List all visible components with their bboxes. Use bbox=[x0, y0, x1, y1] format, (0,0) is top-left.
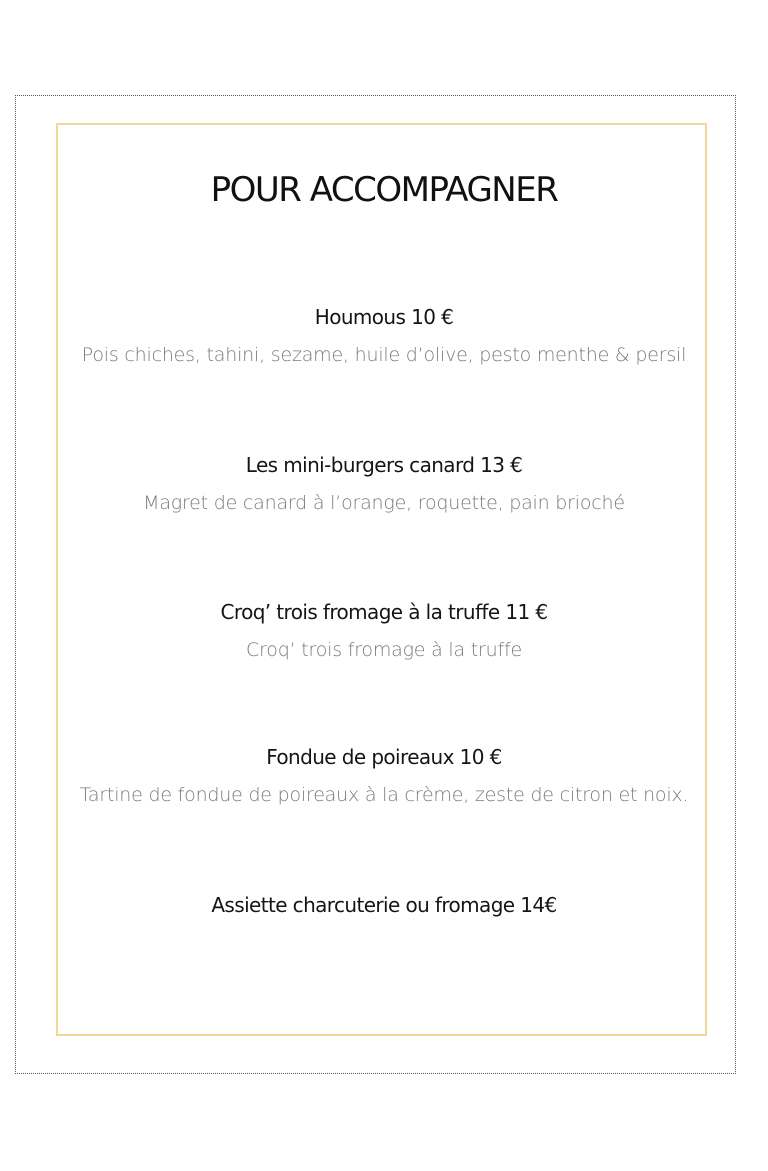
item-name: Les mini-burgers canard 13 € bbox=[245, 453, 523, 477]
item-name: Croq’ trois fromage à la truffe 11 € bbox=[220, 600, 548, 624]
menu-item-croq-truffe bbox=[0, 600, 768, 662]
item-description: Croq’ trois fromage à la truffe bbox=[246, 639, 522, 661]
item-description: Tartine de fondue de poireaux à la crème, zeste de citron et noix. bbox=[79, 784, 689, 806]
menu-item-mini-burgers bbox=[0, 453, 768, 515]
menu-title: POUR ACCOMPAGNER bbox=[210, 170, 558, 210]
item-name: Assiette charcuterie ou fromage 14€ bbox=[211, 893, 557, 917]
menu-item-houmous bbox=[0, 305, 768, 367]
item-description: Magret de canard à l’orange, roquette, pain brioché bbox=[143, 492, 625, 514]
item-name: Houmous 10 € bbox=[314, 305, 454, 329]
menu-item-assiette bbox=[0, 893, 768, 917]
menu-item-fondue-poireaux bbox=[0, 745, 768, 807]
item-description: Pois chiches, tahini, sezame, huile d’olive, pesto menthe & persil bbox=[81, 344, 687, 366]
item-name: Fondue de poireaux 10 € bbox=[266, 745, 502, 769]
